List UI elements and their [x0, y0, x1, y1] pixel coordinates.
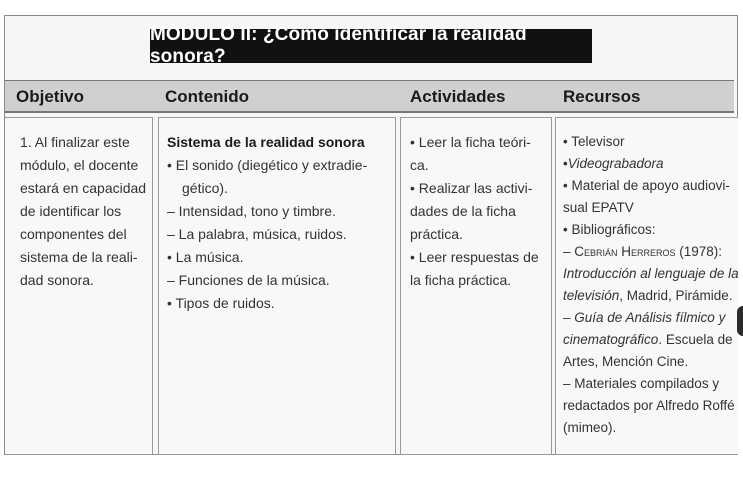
actividades-line: dades de la ficha — [410, 203, 516, 219]
contenido-text — [167, 131, 388, 315]
recursos-guia-1: – Guía de Análisis fílmico y — [563, 310, 726, 325]
recursos-bibliograficos: • Bibliográficos: — [563, 222, 656, 237]
recursos-cebrian-dash: – — [563, 244, 575, 259]
contenido-line: – Intensidad, tono y timbre. — [167, 203, 336, 219]
recursos-material-1: • Material de apoyo audiovi- — [563, 178, 730, 193]
recursos-materiales-3: (mimeo). — [563, 420, 617, 435]
recursos-material-2: sual EPATV — [563, 200, 634, 215]
recursos-televisor: • Televisor — [563, 134, 625, 149]
actividades-line: la ficha práctica. — [410, 272, 512, 288]
objetivo-line: sistema de la reali- — [20, 249, 138, 265]
recursos-materiales-2: redactados por Alfredo Roffé — [563, 398, 735, 413]
objetivo-line: componentes del — [20, 226, 127, 242]
actividades-text — [410, 131, 544, 292]
objetivo-line: módulo, el docente — [20, 157, 139, 173]
recursos-guia-3: Artes, Mención Cine. — [563, 354, 689, 369]
recursos-guia-2: cinematográfico — [563, 332, 659, 347]
module-title: MÓDULO II: ¿Cómo identificar la realidad sonora? — [150, 29, 592, 63]
recursos-guia-pub: . Escuela de — [658, 332, 733, 347]
actividades-line: • Leer respuestas de — [410, 249, 539, 265]
actividades-line: práctica. — [410, 226, 463, 242]
objetivo-line: 1. Al finalizar este — [20, 134, 130, 150]
contenido-line: • La música. — [167, 249, 244, 265]
recursos-cebrian-line — [563, 241, 732, 263]
contenido-line: – Funciones de la música. — [167, 272, 330, 288]
recursos-videograbadora: Videograbadora — [567, 156, 664, 171]
recursos-videograbadora-line — [563, 153, 732, 175]
objetivo-line: de identificar los — [20, 203, 122, 219]
contenido-line: • Tipos de ruidos. — [167, 295, 275, 311]
recursos-cebrian-name: Cebrián Herreros — [574, 244, 676, 259]
objetivo-text — [20, 131, 147, 292]
scroll-edge-marker — [737, 306, 743, 336]
recursos-guia-line — [563, 329, 732, 351]
actividades-cell — [400, 117, 552, 455]
recursos-cebrian-title-line — [563, 285, 732, 307]
header-contenido: Contenido — [165, 86, 250, 106]
contenido-line: • El sonido (diegético y extradie- — [167, 157, 368, 173]
recursos-videograbadora-bullet: • — [563, 156, 568, 171]
contenido-line: – La palabra, música, ruidos. — [167, 226, 347, 242]
recursos-cebrian-year: (1978): — [675, 244, 723, 259]
actividades-line: • Realizar las activi- — [410, 180, 533, 196]
actividades-line: • Leer la ficha teóri- — [410, 134, 531, 150]
objetivo-line: estará en capacidad — [20, 180, 147, 196]
contenido-cell — [158, 117, 396, 455]
objetivo-cell — [5, 117, 153, 455]
recursos-cebrian-pub: , Madrid, Pirámide. — [619, 288, 733, 303]
contenido-heading: Sistema de la realidad sonora — [167, 134, 365, 150]
table-header — [5, 80, 734, 113]
recursos-cell — [555, 117, 738, 455]
header-objetivo: Objetivo — [16, 86, 85, 106]
header-recursos: Recursos — [563, 86, 641, 106]
recursos-cebrian-title-2: televisión — [563, 288, 620, 303]
recursos-text — [563, 131, 739, 439]
contenido-line: gético). — [182, 180, 228, 196]
objetivo-line: dad sonora. — [20, 272, 94, 288]
recursos-cebrian-title-1: Introducción al lenguaje de la — [563, 266, 739, 281]
header-actividades: Actividades — [410, 86, 506, 106]
recursos-materiales-1: – Materiales compilados y — [563, 376, 720, 391]
actividades-line: ca. — [410, 157, 429, 173]
